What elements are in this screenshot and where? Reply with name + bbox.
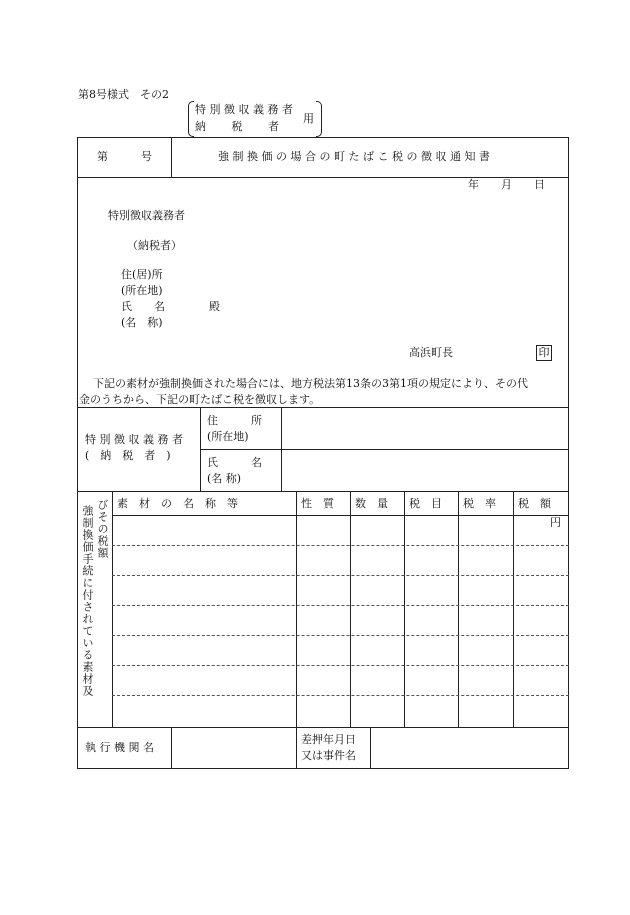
header-property: 性 質	[301, 497, 334, 510]
obligor-address-label: 住 所	[207, 414, 262, 427]
execution-agency-label: 執 行 機 関 名	[85, 741, 154, 754]
usage-suffix: 用	[303, 112, 314, 125]
location-label: (所在地)	[121, 284, 163, 297]
usage-bracket-left	[188, 101, 194, 137]
addressee-label: 特別徴収義務者	[108, 209, 185, 222]
yen-unit: 円	[550, 516, 561, 529]
obligor-taxpayer-label: ( 納 税 者 )	[85, 449, 171, 462]
notice-body-line-2: 金のうちから、下記の町たばこ税を徴収します。	[79, 393, 321, 406]
header-tax-amount: 税 額	[518, 497, 551, 510]
obligor-label: 特 別 徴 収 義 務 者	[85, 433, 183, 446]
title-name-label: (名 称)	[121, 316, 163, 329]
row-separator	[112, 575, 569, 576]
obligor-location-label: (所在地)	[207, 430, 249, 443]
name-label: 氏 名	[121, 300, 165, 313]
header-material-name: 素 材 の 名 称 等	[117, 497, 238, 510]
row-separator	[112, 545, 569, 546]
header-quantity: 数 量	[355, 497, 388, 510]
row-separator	[112, 635, 569, 636]
issuer-name: 高浜町長	[409, 346, 453, 359]
row-separator	[112, 665, 569, 666]
taxpayer-label: （納税者）	[127, 239, 182, 252]
address-label: 住(居)所	[121, 268, 163, 281]
header-tax-rate: 税 率	[463, 497, 496, 510]
case-name-label: 又は事件名	[301, 749, 356, 762]
obligor-title-name-label: (名 称)	[207, 472, 242, 485]
header-tax-item: 税 目	[409, 497, 442, 510]
honorific: 殿	[209, 300, 220, 313]
usage-bracket-right	[316, 101, 322, 137]
seal-mark: 印	[536, 345, 552, 361]
materials-side-label-2: びその税額	[96, 499, 109, 559]
row-separator	[112, 605, 569, 606]
usage-line-2: 納 税 者	[195, 120, 279, 133]
issue-date: 年 月 日	[468, 178, 545, 191]
row-separator	[112, 695, 569, 696]
usage-line-1: 特 別 徴 収 義 務 者	[195, 103, 293, 116]
obligor-name-label: 氏 名	[207, 456, 262, 469]
document-number: 第 号	[97, 150, 152, 163]
document-title: 強 制 換 価 の 場 合 の 町 た ば こ 税 の 徴 収 通 知 書	[218, 150, 490, 163]
form-number: 第8号様式 その2	[78, 88, 169, 101]
materials-side-label-1: 強制換価手続に付されている素材及	[81, 505, 94, 697]
seizure-date-label: 差押年月日	[301, 733, 356, 746]
notice-body-line-1: 下記の素材が強制換価された場合には、地方税法第13条の3第1項の規定により、その代	[93, 377, 528, 390]
